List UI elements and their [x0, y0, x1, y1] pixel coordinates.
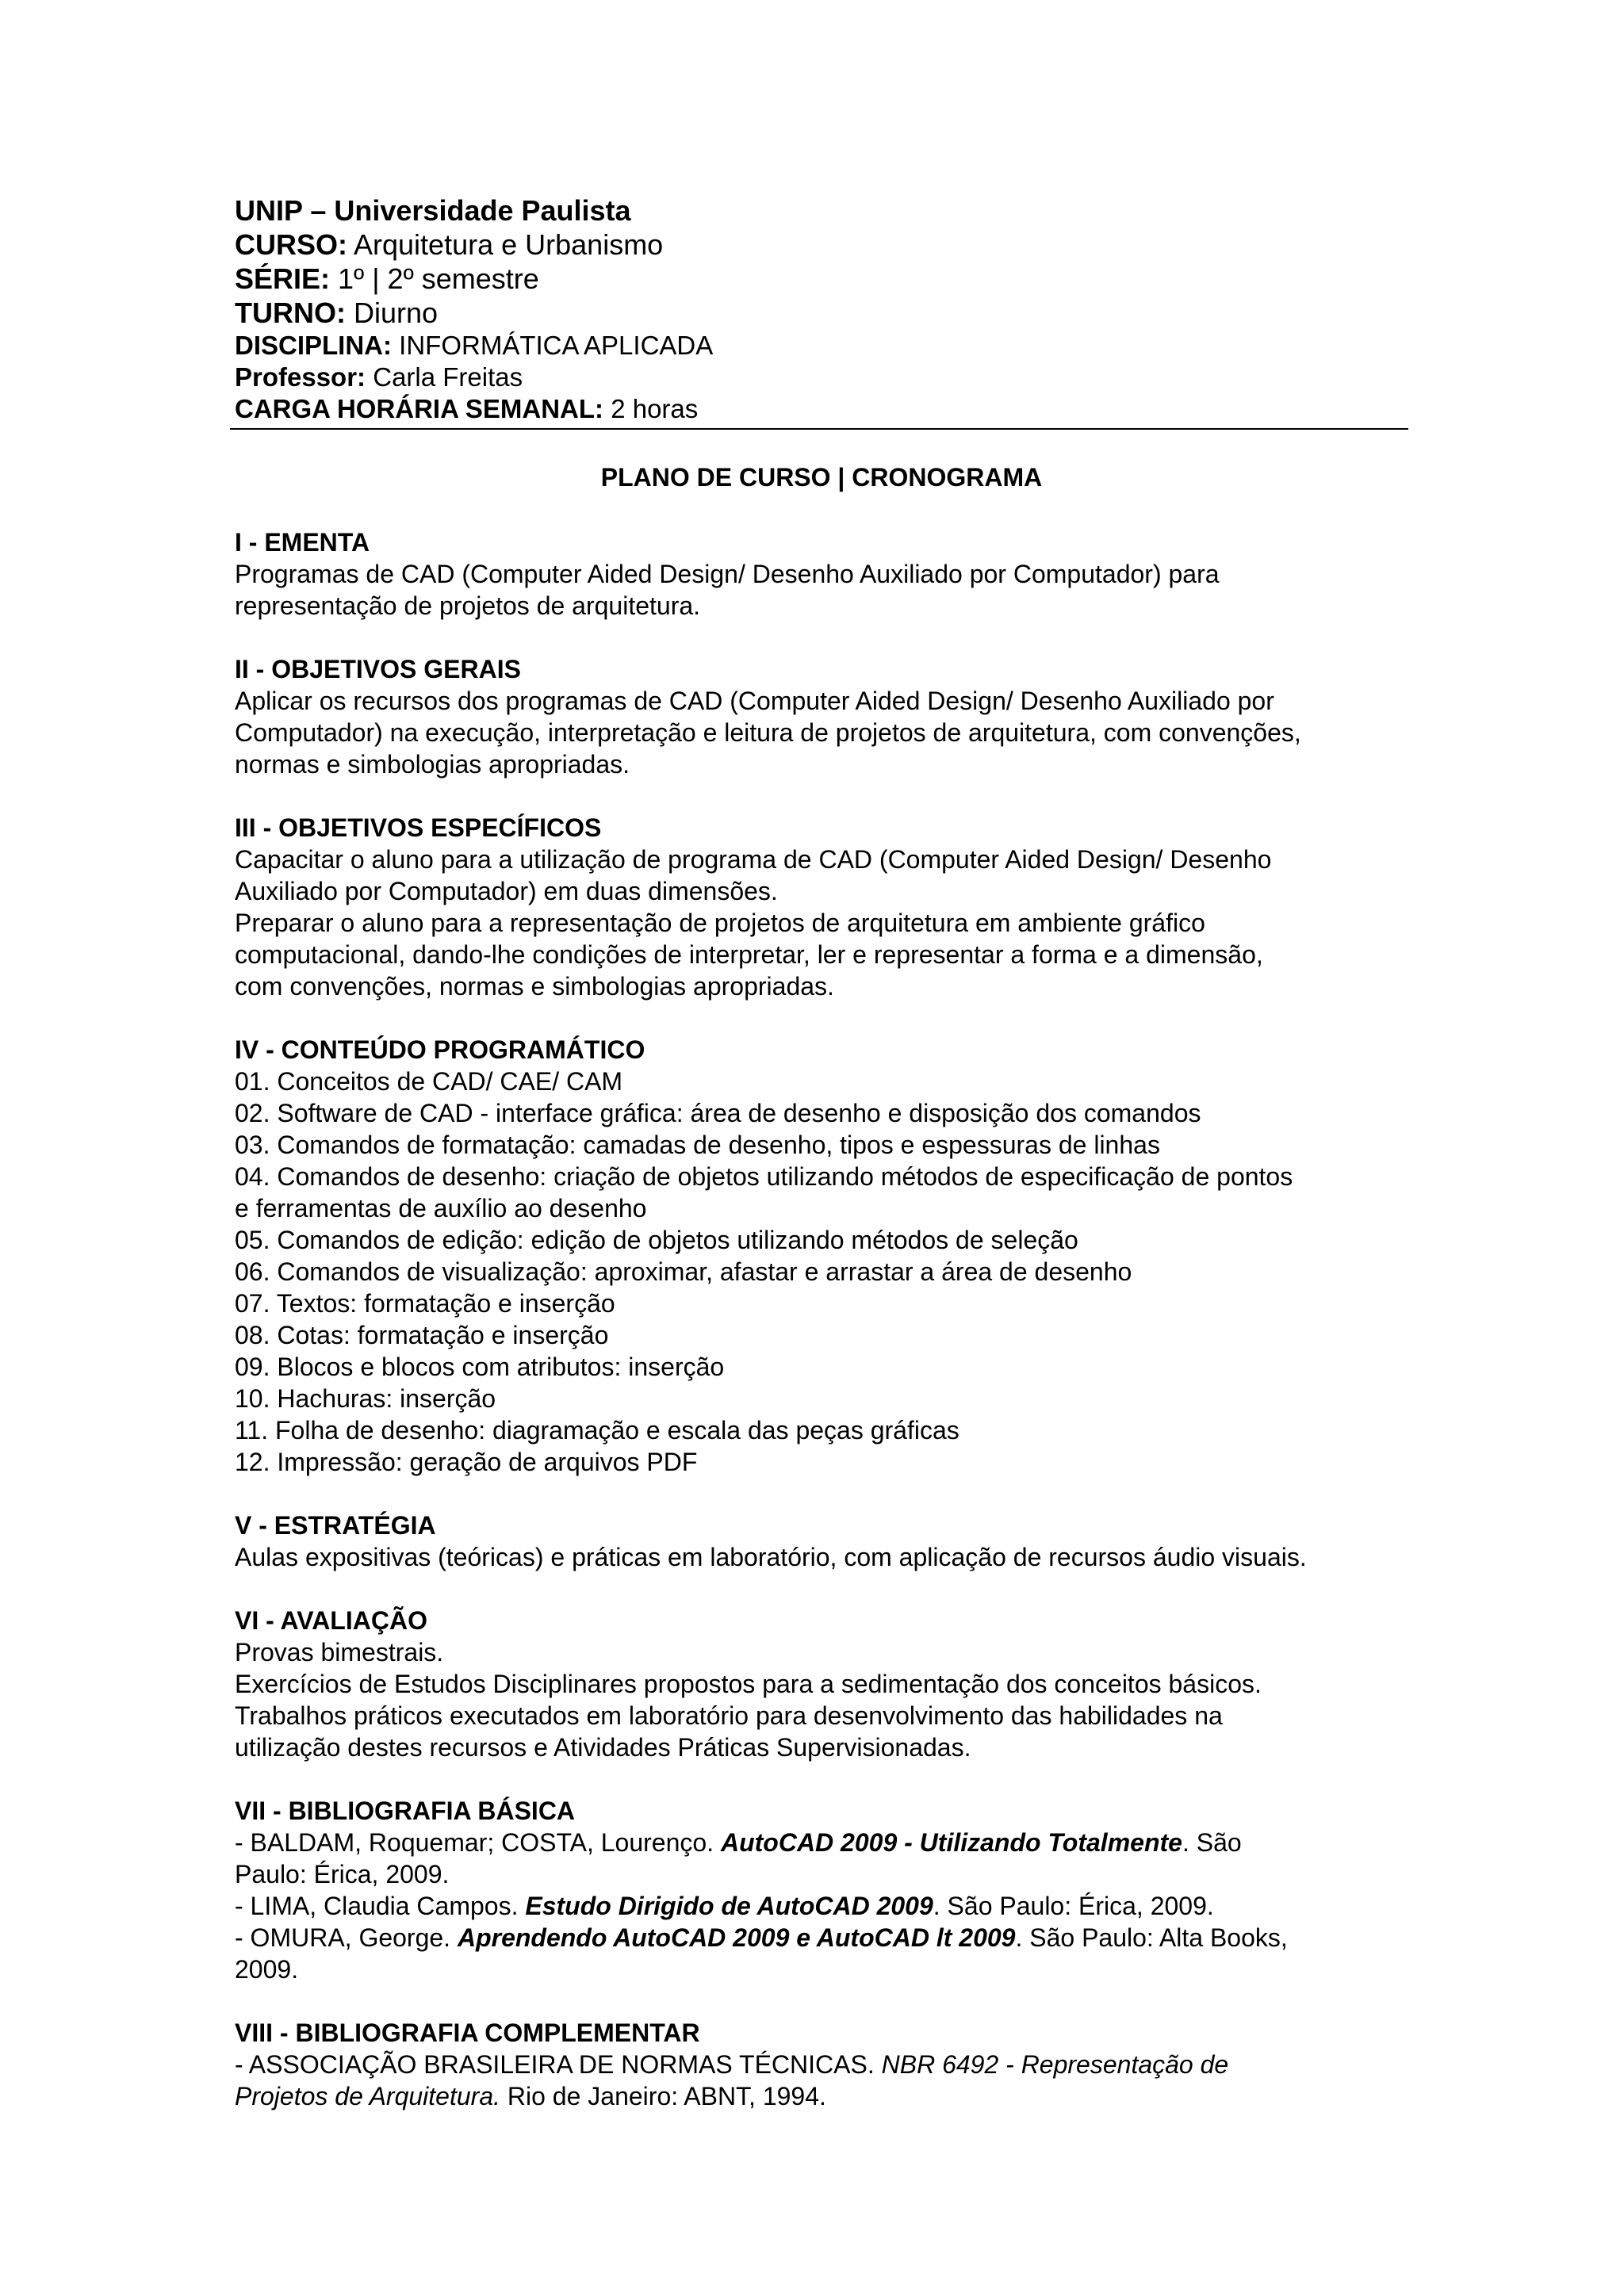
reference-title: NBR 6492 - Representação de [881, 2050, 1229, 2079]
document-page [235, 193, 1408, 2144]
text-line: Exercícios de Estudos Disciplinares propostos para a sedimentação dos conceitos básicos. [235, 1670, 1262, 1698]
text-line: Aplicar os recursos dos programas de CAD (Computer Aided Design/ Desenho Auxiliado por [235, 687, 1274, 715]
serie-line: SÉRIE: 1º | 2º semestre [235, 262, 539, 295]
professor-line: Professor: Carla Freitas [235, 362, 523, 392]
disciplina-line: DISCIPLINA: INFORMÁTICA APLICADA [235, 331, 714, 360]
reference-line: - BALDAM, Roquemar; COSTA, Lourenço. AutoCAD 2009 - Utilizando Totalmente. São [235, 1828, 1242, 1857]
list-item: 10. Hachuras: inserção [235, 1384, 496, 1413]
list-item: 09. Blocos e blocos com atributos: inserção [235, 1353, 725, 1381]
reference-title: Aprendendo AutoCAD 2009 e AutoCAD lt 2009 [457, 1923, 1016, 1952]
list-item: 06. Comandos de visualização: aproximar, afastar e arrastar a área de desenho [235, 1257, 1132, 1286]
section-title: III - OBJETIVOS ESPECÍFICOS [235, 813, 602, 842]
reference-line: Projetos de Arquitetura. Rio de Janeiro: ABNT, 1994. [235, 2082, 826, 2110]
list-item: 02. Software de CAD - interface gráfica: área de desenho e disposição dos comandos [235, 1099, 1201, 1127]
header-divider [230, 428, 1408, 430]
section-title: II - OBJETIVOS GERAIS [235, 655, 521, 683]
text-line: Computador) na execução, interpretação e leitura de projetos de arquitetura, com convenções, [235, 718, 1301, 747]
carga-horaria-line: CARGA HORÁRIA SEMANAL: 2 horas [235, 394, 699, 423]
list-item: 11. Folha de desenho: diagramação e escala das peças gráficas [235, 1416, 959, 1445]
list-item: 05. Comandos de edição: edição de objetos utilizando métodos de seleção [235, 1226, 1078, 1254]
list-item: 07. Textos: formatação e inserção [235, 1289, 615, 1318]
course-line: CURSO: Arquitetura e Urbanismo [235, 228, 664, 261]
list-item: 12. Impressão: geração de arquivos PDF [235, 1448, 698, 1476]
section-estrategia [235, 1510, 1408, 1573]
reference-line: Paulo: Érica, 2009. [235, 1860, 450, 1888]
list-item: 03. Comandos de formatação: camadas de desenho, tipos e espessuras de linhas [235, 1131, 1160, 1159]
list-item: 08. Cotas: formatação e inserção [235, 1321, 609, 1349]
section-objetivos-gerais [235, 653, 1408, 780]
list-item: 01. Conceitos de CAD/ CAE/ CAM [235, 1067, 623, 1096]
reference-line: 2009. [235, 1955, 299, 1984]
reference-line: - ASSOCIAÇÃO BRASILEIRA DE NORMAS TÉCNICAS. NBR 6492 - Representação de [235, 2050, 1229, 2079]
section-bibliografia-complementar [235, 2017, 1408, 2112]
text-line: com convenções, normas e simbologias apropriadas. [235, 972, 834, 1001]
text-line: representação de projetos de arquitetura. [235, 591, 701, 620]
section-title: VI - AVALIAÇÃO [235, 1606, 427, 1635]
text-line: Capacitar o aluno para a utilização de programa de CAD (Computer Aided Design/ Desenho [235, 845, 1272, 874]
section-title: VIII - BIBLIOGRAFIA COMPLEMENTAR [235, 2019, 700, 2047]
section-title: VII - BIBLIOGRAFIA BÁSICA [235, 1797, 576, 1825]
section-objetivos-especificos [235, 812, 1408, 1002]
section-bibliografia-basica [235, 1795, 1408, 1985]
university-name: UNIP – Universidade Paulista [235, 194, 631, 227]
section-title: I - EMENTA [235, 528, 370, 557]
section-avaliacao [235, 1605, 1408, 1763]
text-line: Aulas expositivas (teóricas) e práticas em laboratório, com aplicação de recursos áudio visuais. [235, 1543, 1307, 1571]
text-line: Preparar o aluno para a representação de projetos de arquitetura em ambiente gráfico [235, 909, 1205, 937]
list-item: e ferramentas de auxílio ao desenho [235, 1194, 647, 1223]
text-line: Provas bimestrais. [235, 1638, 444, 1667]
turno-line: TURNO: Diurno [235, 297, 439, 329]
text-line: Auxiliado por Computador) em duas dimensões. [235, 877, 778, 905]
reference-title: Projetos de Arquitetura. [235, 2082, 500, 2110]
reference-line: - OMURA, George. Aprendendo AutoCAD 2009 e AutoCAD lt 2009. São Paulo: Alta Books, [235, 1923, 1288, 1952]
course-header [235, 193, 1408, 425]
text-line: computacional, dando-lhe condições de interpretar, ler e representar a forma e a dimensão, [235, 940, 1263, 969]
text-line: normas e simbologias apropriadas. [235, 750, 630, 779]
section-conteudo-programatico [235, 1034, 1408, 1478]
text-line: Trabalhos práticos executados em laboratório para desenvolvimento das habilidades na [235, 1701, 1223, 1730]
section-title: IV - CONTEÚDO PROGRAMÁTICO [235, 1035, 645, 1064]
list-item: 04. Comandos de desenho: criação de objetos utilizando métodos de especificação de pontos [235, 1162, 1293, 1191]
reference-line: - LIMA, Claudia Campos. Estudo Dirigido de AutoCAD 2009. São Paulo: Érica, 2009. [235, 1892, 1214, 1920]
reference-title: AutoCAD 2009 - Utilizando Totalmente [720, 1828, 1182, 1857]
section-ementa [235, 526, 1408, 622]
document-title: PLANO DE CURSO | CRONOGRAMA [600, 463, 1043, 492]
reference-title: Estudo Dirigido de AutoCAD 2009 [525, 1892, 933, 1920]
text-line: Programas de CAD (Computer Aided Design/ Desenho Auxiliado por Computador) para [235, 560, 1220, 588]
section-title: V - ESTRATÉGIA [235, 1511, 436, 1540]
text-line: utilização destes recursos e Atividades Práticas Supervisionadas. [235, 1733, 971, 1762]
